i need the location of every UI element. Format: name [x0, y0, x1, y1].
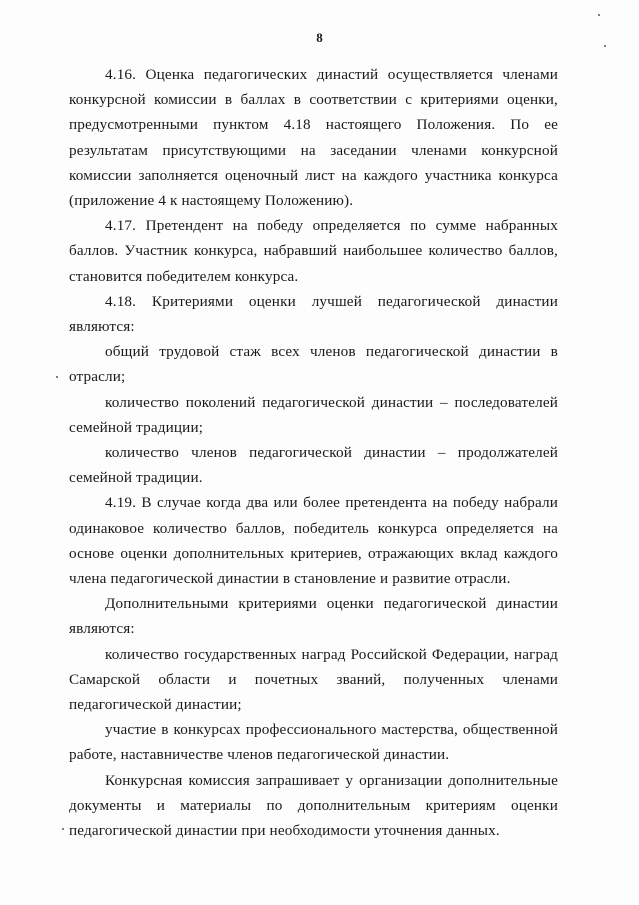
paragraph-4-18: 4.18. Критериями оценки лучшей педагогической династии являются:	[69, 292, 558, 336]
scan-speck	[56, 376, 58, 378]
additional-criterion-participation: участие в конкурсах профессионального мастерства, общественной работе, наставничестве членов педагогической династии.	[69, 721, 558, 764]
paragraph-4-17: 4.17. Претендент на победу определяется по сумме набранных баллов. Участник конкурса, набравший наибольшее количество баллов, становится победителем конкурса.	[69, 217, 558, 285]
additional-criterion-awards: количество государственных наград Российской Федерации, наград Самарской области и почетных званий, полученных членами педагогической династии;	[69, 645, 558, 714]
scan-speck	[598, 14, 600, 16]
paragraph-4-16: 4.16. Оценка педагогических династий осуществляется членами конкурсной комиссии в баллах в соответствии с критериями оценки, предусмотренными пунктом 4.18 настоящего Положения. По ее результатам присутствующими на заседании членами конкурсной комиссии заполняется оценочный лист на каждого участника конкурса (приложение 4 к настоящему Положению).	[69, 66, 558, 210]
page-number: 8	[316, 30, 323, 45]
commission-request-paragraph: Конкурсная комиссия запрашивает у организации дополнительные документы и материалы по дополнительным критериям оценки педагогической династии при необходимости уточнения данных.	[69, 771, 558, 840]
criterion-members: количество членов педагогической династии – продолжателей семейной традиции.	[69, 444, 558, 487]
scan-speck	[62, 828, 64, 830]
criterion-generations: количество поколений педагогической династии – последователей семейной традиции;	[69, 393, 558, 436]
document-body	[69, 62, 558, 843]
scan-speck	[604, 45, 606, 47]
paragraph-4-19: 4.19. В случае когда два или более претендента на победу набрали одинаковое количество баллов, победитель конкурса определяется на основе оценки дополнительных критериев, отражающих вклад каждого члена педагогической династии в становление и развитие отрасли.	[69, 494, 558, 588]
criterion-work-experience: общий трудовой стаж всех членов педагогической династии в отрасли;	[69, 343, 558, 386]
additional-criteria-intro: Дополнительными критериями оценки педагогической династии являются:	[69, 595, 558, 638]
